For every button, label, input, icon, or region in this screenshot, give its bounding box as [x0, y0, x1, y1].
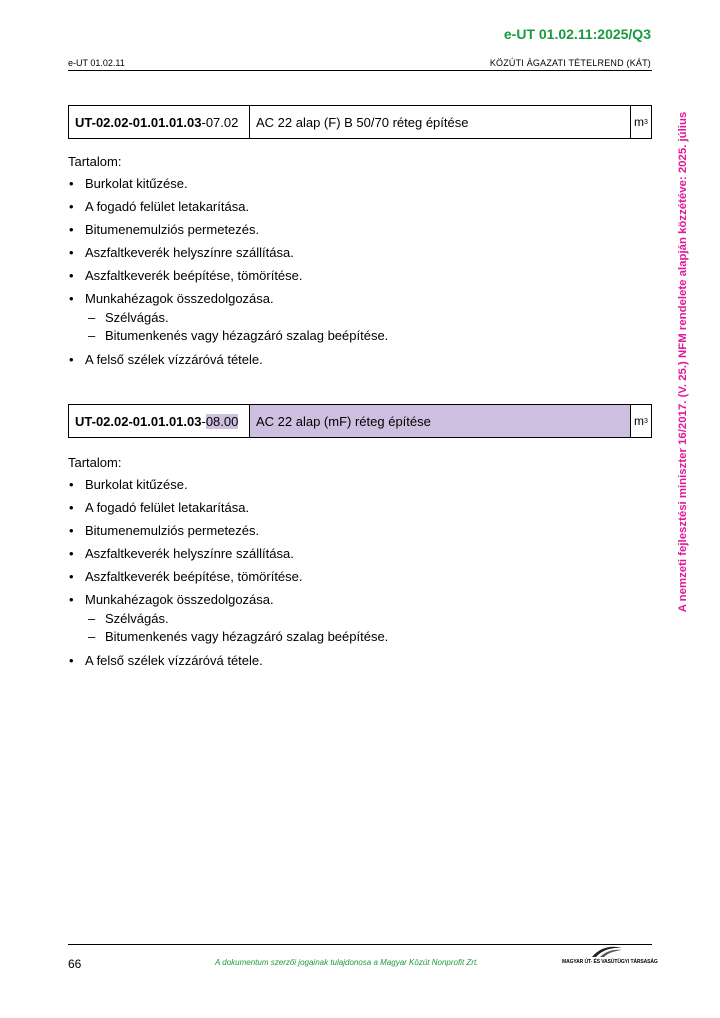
item-content-2 — [68, 455, 652, 676]
content-list — [68, 477, 652, 669]
list-item-with-subitems — [68, 291, 652, 345]
list-item-text: Munkahézagok összedolgozása. — [85, 291, 274, 306]
item-code-cell — [69, 106, 250, 138]
list-item: • A felső szélek vízzáróvá tétele. — [68, 653, 652, 669]
item-content-1 — [68, 154, 652, 375]
item-table-2 — [68, 404, 652, 438]
list-item: • Aszfaltkeverék beépítése, tömörítése. — [68, 268, 652, 284]
list-item: • A fogadó felület letakarítása. — [68, 199, 652, 215]
road-swoosh-icon — [590, 945, 624, 959]
list-item: • Bitumenemulziós permetezés. — [68, 523, 652, 539]
sub-list-item: – Szélvágás. — [88, 610, 652, 628]
sub-list — [85, 610, 652, 646]
unit-base: m — [634, 414, 645, 428]
logo-text: MAGYAR ÚT- ÉS VASÚTÜGYI TÁRSASÁG — [562, 959, 658, 965]
item-description: AC 22 alap (F) B 50/70 réteg építése — [250, 106, 631, 138]
list-item: • Burkolat kitűzése. — [68, 176, 652, 192]
list-item: • Aszfaltkeverék helyszínre szállítása. — [68, 546, 652, 562]
copyright-note: A dokumentum szerzői jogainak tulajdonosa a Magyar Közút Nonprofit Zrt. — [215, 958, 479, 967]
content-label: Tartalom: — [68, 455, 122, 470]
sub-list-item: – Szélvágás. — [88, 309, 652, 327]
list-item-text: Munkahézagok összedolgozása. — [85, 592, 274, 607]
unit-exponent: 3 — [644, 417, 648, 425]
content-list — [68, 176, 652, 368]
header-divider — [68, 70, 652, 71]
item-code-bold: UT-02.02-01.01.01.03 — [75, 413, 202, 429]
item-unit — [631, 106, 651, 138]
content-label: Tartalom: — [68, 154, 122, 169]
item-code-bold: UT-02.02-01.01.01.03 — [75, 114, 202, 130]
document-code: e-UT 01.02.11:2025/Q3 — [503, 26, 651, 42]
organization-logo — [562, 945, 658, 969]
header-right-text: KÖZÚTI ÁGAZATI TÉTELREND (KÁT) — [489, 58, 651, 68]
header-left-text: e-UT 01.02.11 — [68, 58, 125, 68]
page-number: 66 — [68, 957, 82, 971]
sub-list-item: – Bitumenkenés vagy hézagzáró szalag beépítése. — [88, 327, 652, 345]
list-item: • Burkolat kitűzése. — [68, 477, 652, 493]
item-code-dash: - — [201, 413, 206, 429]
list-item: • A felső szélek vízzáróvá tétele. — [68, 352, 652, 368]
unit-base: m — [634, 115, 645, 129]
unit-exponent: 3 — [644, 118, 648, 126]
item-unit — [631, 405, 651, 437]
list-item-with-subitems — [68, 592, 652, 646]
list-item: • Bitumenemulziós permetezés. — [68, 222, 652, 238]
publication-side-note: A nemzeti fejlesztési miniszter 16/2017. (V. 25.) NFM rendelete alapján közzétéve: 2025. július — [677, 111, 689, 613]
sub-list — [85, 309, 652, 345]
sub-list-item: – Bitumenkenés vagy hézagzáró szalag beépítése. — [88, 628, 652, 646]
item-code-cell — [69, 405, 250, 437]
item-description-highlighted: AC 22 alap (mF) réteg építése — [250, 405, 631, 437]
item-table-1 — [68, 105, 652, 139]
list-item: • A fogadó felület letakarítása. — [68, 500, 652, 516]
list-item: • Aszfaltkeverék beépítése, tömörítése. — [68, 569, 652, 585]
list-item: • Aszfaltkeverék helyszínre szállítása. — [68, 245, 652, 261]
item-code-suffix: -07.02 — [201, 114, 239, 130]
item-code-suffix-highlighted: 08.00 — [205, 413, 239, 429]
